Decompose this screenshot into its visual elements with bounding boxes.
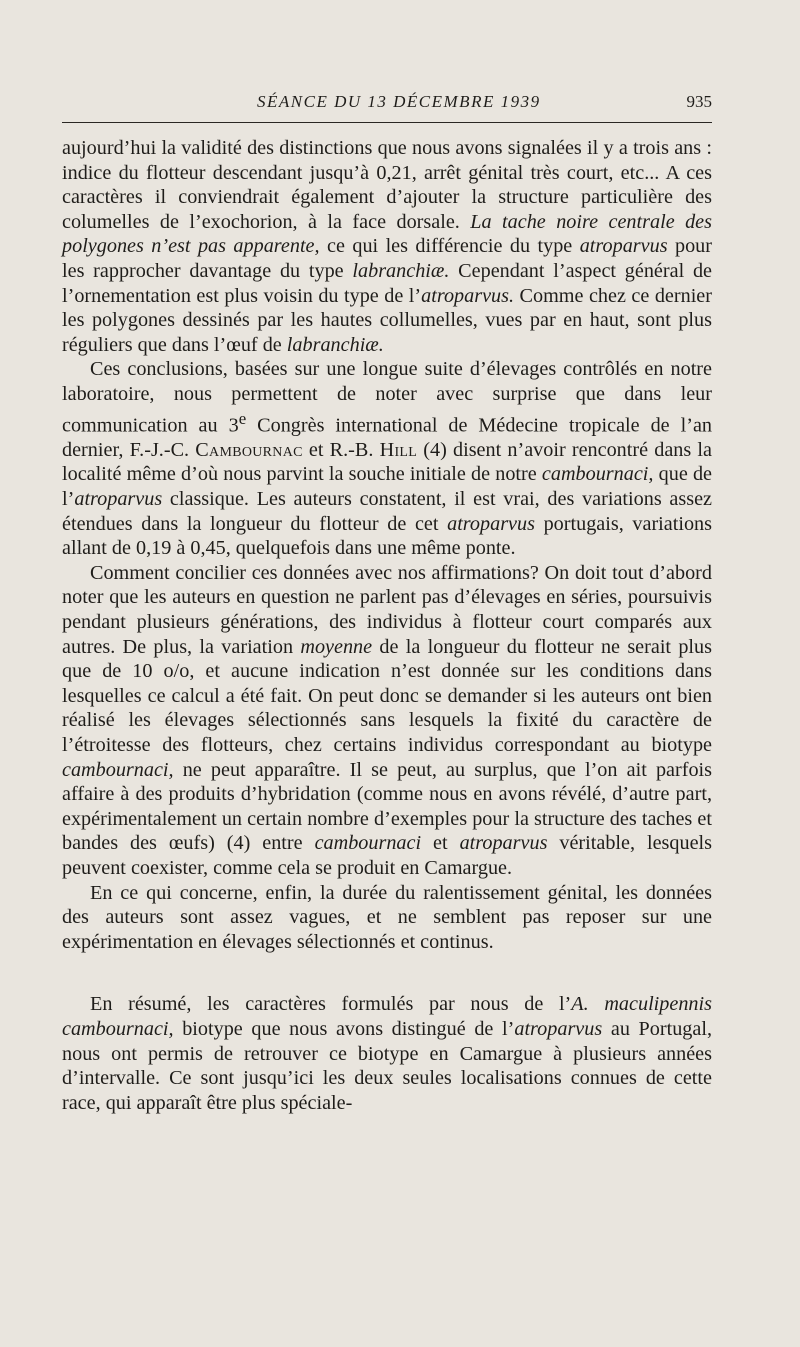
paragraph-2: Ces conclusions, basées sur une longue suite d’élevages contrôlés en notre laboratoire, nous permettent de noter avec surprise que dans leur communication au 3e Congrès international de Médecine tropicale de l’an dernier, F.-J.-C. Cambournac et R.-B. Hill (4) disent n’avoir rencontré dans la localité même d’où nous parvint la souche initiale de notre cambournaci, que de l’atroparvus classique. Les auteurs constatent, il est vrai, des variations assez étendues dans la longueur du flotteur de cet atroparvus portugais, variations allant de 0,19 à 0,45, quelquefois dans une même ponte. (62, 358, 712, 560)
page-header (62, 86, 712, 123)
paragraph-5: En résumé, les caractères formulés par nous de l’A. maculipennis cambournaci, biotype que nous avons distingué de l’atroparvus au Portugal, nous ont permis de retrouver ce biotype en Camargue à plusieurs années d’intervalle. Ce sont jusqu’ici les deux seules localisations connues de cette race, qui apparaît être plus spéciale- (62, 993, 712, 1114)
body-text (62, 136, 712, 1115)
author-name: Hill (379, 438, 418, 461)
page-number: 935 (686, 92, 712, 111)
paragraph-4: En ce qui concerne, enfin, la durée du ralentissement génital, les données des auteurs sont assez vagues, et ne semblent pas reposer sur une expérimentation en élevages sélectionnés et continus. (62, 881, 712, 953)
paragraph-3: Comment concilier ces données avec nos affirmations? On doit tout d’abord noter que les auteurs en question ne parlent pas d’élevages en séries, poursuivis pendant plusieurs générations, des individus à flotteur court comparés aux autres. De plus, la variation moyenne de la longueur du flotteur ne serait plus que de 10 o/o, et aucune indication n’est donnée sur les conditions dans lesquelles ce calcul a été fait. On peut donc se demander si les auteurs ont bien réalisé les élevages sélectionnés sans lesquels la fixité du caractère de l’étroitesse des flotteurs, chez certains individus correspondant au biotype cambournaci, ne peut apparaître. Il se peut, au surplus, que l’on ait parfois affaire à des produits d’hybridation (comme nous en avons révélé, d’autre part, expérimentalement un certain nombre d’exemples pour la structure des taches et bandes des œufs) (4) entre cambournaci et atroparvus véritable, lesquels peuvent coexister, comme cela se produit en Camargue. (62, 561, 713, 879)
running-head: SÉANCE DU 13 DÉCEMBRE 1939 (257, 92, 541, 111)
author-name: Cambournac (195, 438, 303, 461)
paragraph-1: aujourd’hui la validité des distinctions que nous avons signalées il y a trois ans : indice du flotteur descendant jusqu’à 0,21, arrêt génital très court, etc... A ces caractères il conviendrait également d’ajouter la structure particulière des columelles de l’exochorion, à la face dorsale. La tache noire centrale des polygones n’est pas apparente, ce qui les différencie du type atroparvus pour les rapprocher davantage du type labranchiæ. Cependant l’aspect général de l’ornementation est plus voisin du type de l’atroparvus. Comme chez ce dernier les polygones dessinés par les hautes collumelles, vues par en haut, sont plus réguliers que dans l’œuf de labranchiæ. (62, 137, 713, 356)
